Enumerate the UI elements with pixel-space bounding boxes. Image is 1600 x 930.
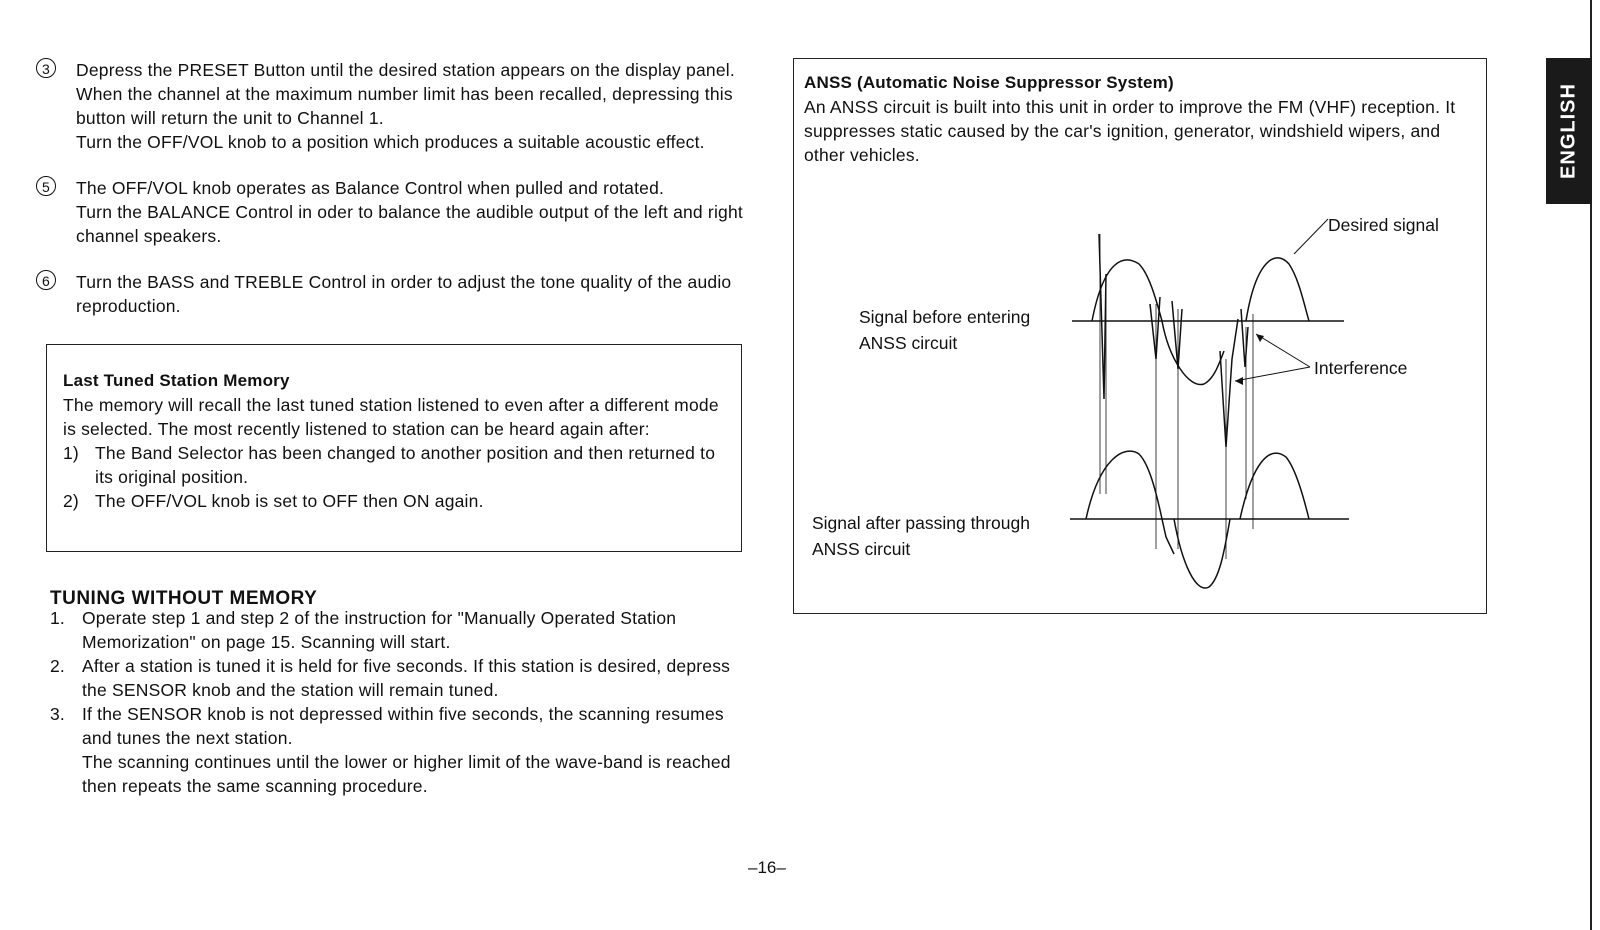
instruction-6-line-1: Turn the BASS and TREBLE Control in order to adjust the tone quality of the audio reproduction.: [76, 272, 732, 316]
interference-leader-1: [1256, 334, 1310, 367]
label-before-2: ANSS circuit: [859, 333, 958, 353]
label-desired-signal: Desired signal: [1328, 215, 1439, 235]
label-after-2: ANSS circuit: [812, 539, 911, 559]
memory-point-2-text: The OFF/VOL knob is set to OFF then ON again.: [95, 491, 484, 511]
marker-5: 5: [36, 176, 56, 196]
tuning-step-1-number: 1.: [50, 608, 65, 628]
memory-point-1-number: 1): [63, 443, 79, 463]
marker-6: 6: [36, 270, 56, 290]
spike-4: [1220, 319, 1238, 447]
page-number: –16–: [748, 858, 786, 877]
tuning-step-3-number: 3.: [50, 704, 65, 724]
tuning-step-3: [50, 702, 750, 750]
anss-title: ANSS (Automatic Noise Suppressor System): [804, 73, 1174, 92]
instruction-5: [36, 176, 746, 248]
tuning-step-3-continued: [50, 750, 750, 798]
instruction-3: [36, 58, 746, 154]
language-tab-label: ENGLISH: [1557, 83, 1580, 179]
memory-point-2: [63, 489, 725, 513]
tuning-steps: [50, 606, 750, 798]
anss-text: An ANSS circuit is built into this unit in order to improve the FM (VHF) reception. It suppresses static caused by the car's ignition, generator, windshield wipers, and other vehicles.: [804, 97, 1456, 165]
label-before-1: Signal before entering: [859, 307, 1031, 327]
instruction-3-line-2: Turn the OFF/VOL knob to a position which produces a suitable acoustic effect.: [76, 132, 705, 152]
before-hump-2: [1246, 258, 1309, 321]
memory-point-1-text: The Band Selector has been changed to another position and then returned to its original position.: [95, 443, 716, 487]
instruction-5-line-2: Turn the BALANCE Control in oder to balance the audible output of the left and right channel speakers.: [76, 202, 743, 246]
tuning-step-2-number: 2.: [50, 656, 65, 676]
memory-box: [46, 344, 742, 552]
label-interference: Interference: [1314, 358, 1408, 378]
after-dip: [1174, 519, 1230, 588]
anss-box: [793, 58, 1487, 614]
label-after-1: Signal after passing through: [812, 513, 1030, 533]
desired-leader: [1294, 219, 1328, 254]
memory-box-intro: The memory will recall the last tuned station listened to even after a different mode is selected. The most recently listened to station can be heard again after:: [63, 395, 719, 439]
tuning-step-3-text: If the SENSOR knob is not depressed within five seconds, the scanning resumes and tunes the next station.: [82, 704, 724, 748]
memory-point-1: [63, 441, 725, 489]
tuning-step-2-text: After a station is tuned it is held for five seconds. If this station is desired, depress the SENSOR knob and the station will remain tuned.: [82, 656, 731, 700]
tuning-step-3b-text: The scanning continues until the lower or higher limit of the wave-band is reached then repeats the same scanning procedure.: [82, 752, 731, 796]
language-tab: [1546, 58, 1592, 204]
tuning-step-1-text: Operate step 1 and step 2 of the instruction for "Manually Operated Station Memorization" on page 15. Scanning will start.: [82, 608, 677, 652]
instruction-6: [36, 270, 746, 318]
marker-3: 3: [36, 58, 56, 78]
memory-point-2-number: 2): [63, 491, 79, 511]
tuning-heading: TUNING WITHOUT MEMORY: [50, 588, 318, 609]
memory-box-title: Last Tuned Station Memory: [63, 371, 290, 390]
instruction-3-line-1: Depress the PRESET Button until the desired station appears on the display panel. When the channel at the maximum number limit has been recalled, depressing this button will return the unit to Channel 1.: [76, 60, 735, 128]
tuning-step-2: [50, 654, 750, 702]
instruction-5-line-1: The OFF/VOL knob operates as Balance Control when pulled and rotated.: [76, 178, 665, 198]
tuning-step-1: [50, 606, 750, 654]
before-dip: [1162, 321, 1224, 385]
after-hump-1: [1086, 451, 1162, 519]
after-hump-2: [1240, 453, 1309, 519]
